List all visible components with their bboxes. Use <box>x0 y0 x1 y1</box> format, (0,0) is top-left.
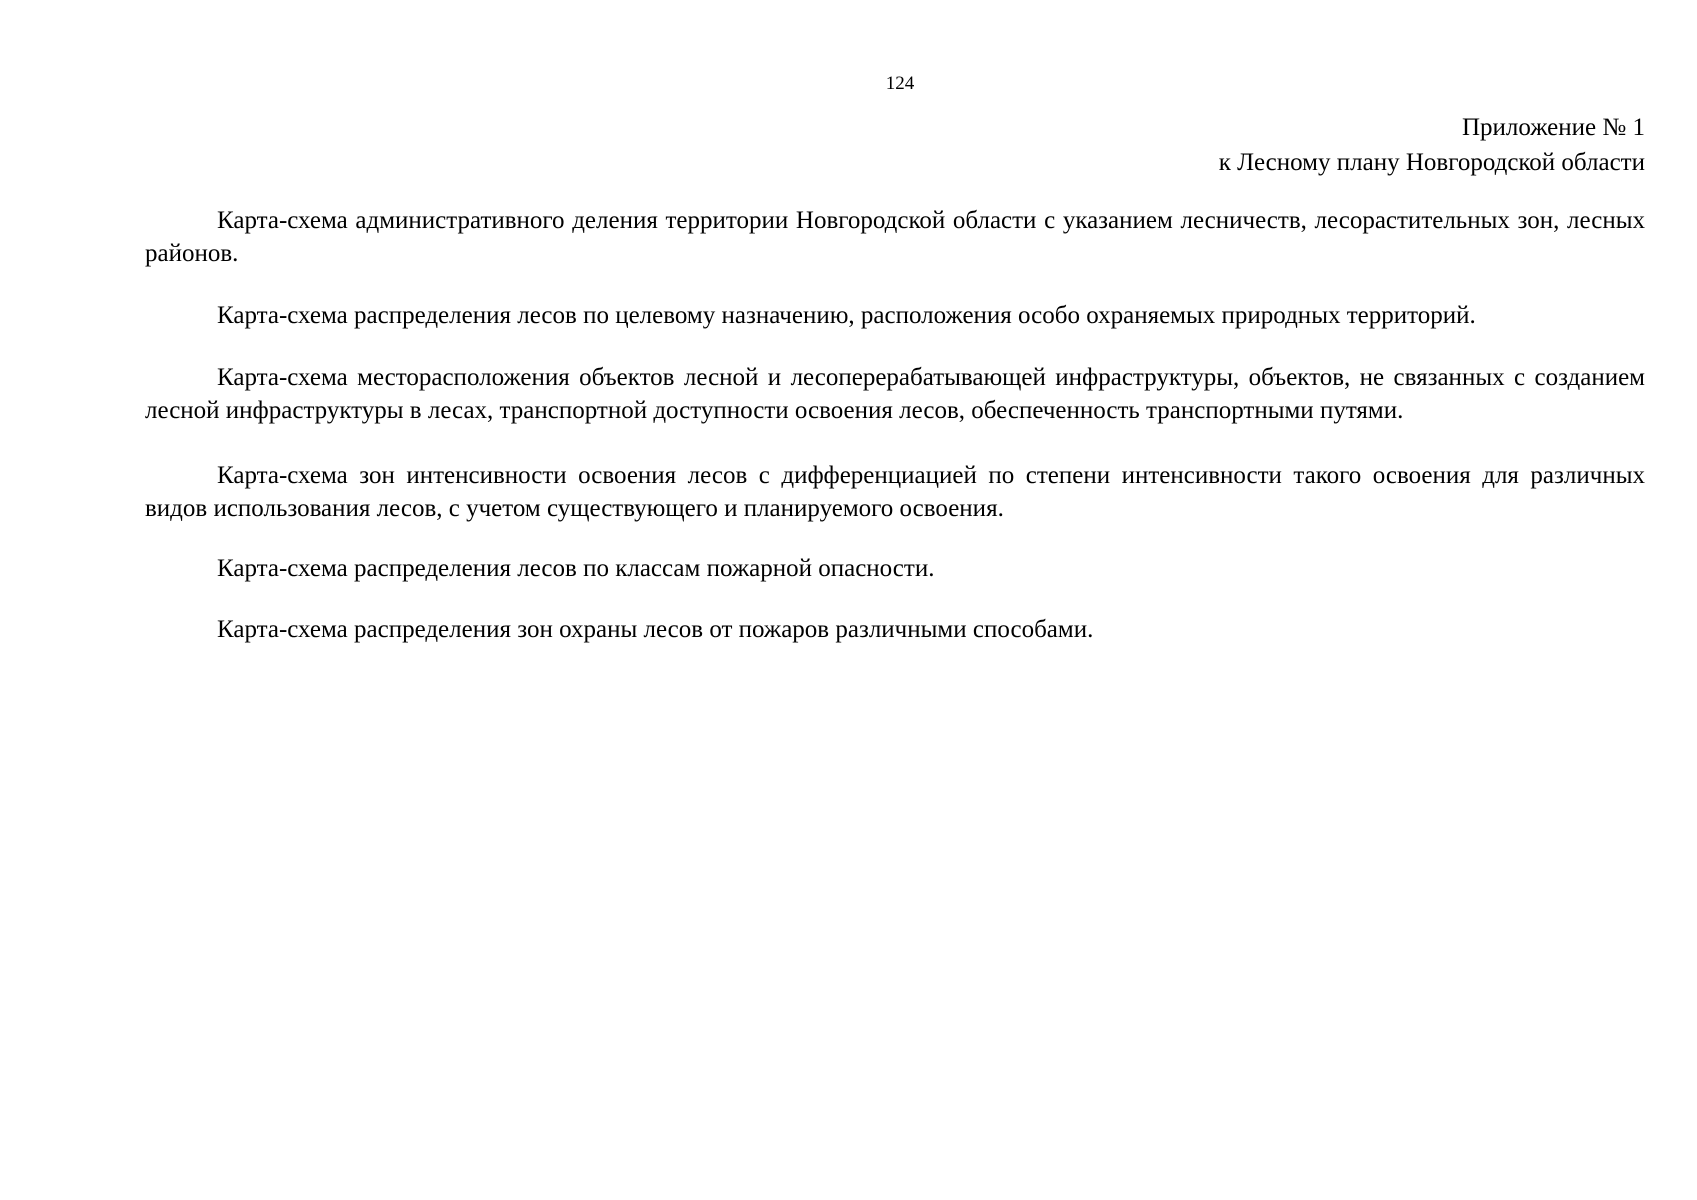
paragraph-admin-division-map: Карта-схема административного деления территории Новгородской области с указанием лесничеств, лесорастительных зон, лесных районов. <box>145 207 1645 267</box>
paragraph-intensity-map: Карта-схема зон интенсивности освоения лесов с дифференциацией по степени интенсивности такого освоения для различных видов использования лесов, с учетом существующего и планируемого освоения. <box>145 462 1645 522</box>
appendix-subtitle: к Лесному плану Новгородской области <box>1218 149 1645 176</box>
document-body <box>145 204 1645 646</box>
appendix-header <box>1219 110 1645 180</box>
appendix-title: Приложение № 1 <box>1461 114 1645 141</box>
paragraph-fire-danger-map: Карта-схема распределения лесов по классам пожарной опасности. <box>217 555 935 582</box>
paragraph-infrastructure-map: Карта-схема месторасположения объектов лесной и лесоперерабатывающей инфраструктуры, объектов, не связанных с созданием лесной инфраструктуры в лесах, транспортной доступности освоения лесов, обеспеченность транспортными путями. <box>145 364 1645 424</box>
paragraph-fire-protection-map: Карта-схема распределения зон охраны лесов от пожаров различными способами. <box>217 616 1094 643</box>
page-number: 124 <box>885 73 915 94</box>
paragraph-forest-purpose-map: Карта-схема распределения лесов по целевому назначению, расположения особо охраняемых природных территорий. <box>217 302 1476 329</box>
